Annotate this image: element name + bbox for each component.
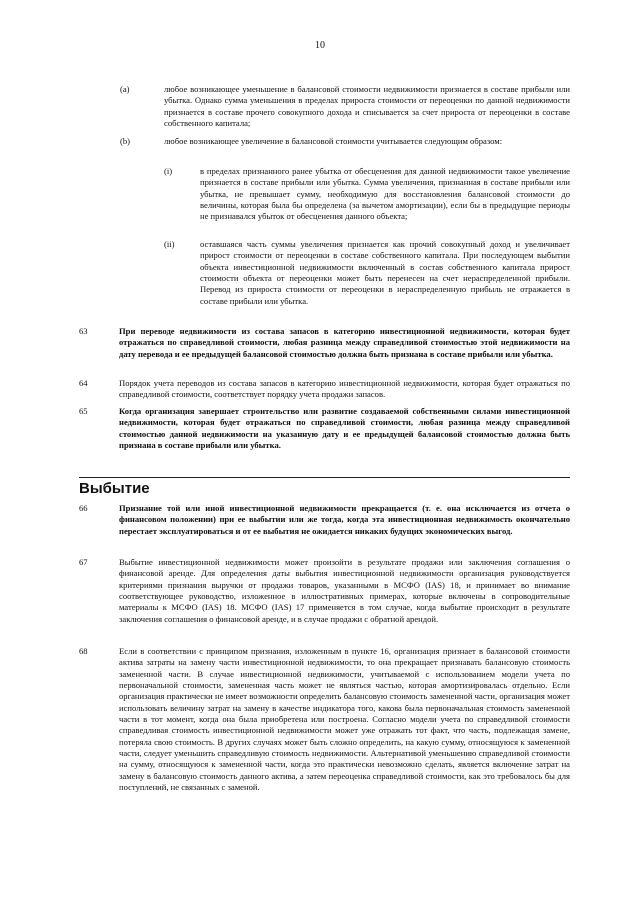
paragraph-number: 65 [79, 406, 88, 416]
paragraph-66 [79, 503, 570, 537]
page-number: 10 [315, 40, 325, 51]
sub-item-text: оставшаяся часть суммы увеличения признается как прочий совокупный доход и увеличивает прирост стоимости от переоценки в составе собственного капитала. При последующем выбытии объекта инвестиционной недвижимости включенный в состав собственного капитала прирост стоимости объекта от переоценки может быть перенесен на счет нераспределенной прибыли. Перевод из прироста стоимости от переоценки в нераспределенную прибыль не отражается в составе прибыли или убытка. [200, 239, 570, 306]
list-item-b [120, 136, 570, 147]
sub-item-label: (ii) [164, 239, 175, 249]
sub-item-ii [164, 239, 570, 307]
paragraph-64 [79, 378, 570, 401]
paragraph-text: Выбытие инвестиционной недвижимости может произойти в результате продажи или заключения соглашения о финансовой аренде. Для определения даты выбытия инвестиционной недвижимости организация руководствуется критериями признания выручки от продажи товаров, указанными в МСФО (IAS) 18, и принимает во внимание соответствующее руководство, изложенное в иллюстративных примерах, которые включены в сопроводительные материалы к МСФО (IAS) 18. МСФО (IAS) 17 применяется в том случае, когда выбытие происходит в результате заключения соглашения о финансовой аренде, и в случае продажи с обратной арендой. [119, 557, 570, 624]
paragraph-text: Если в соответствии с принципом признания, изложенным в пункте 16, организация признает в балансовой стоимости актива затраты на замену части инвестиционной недвижимости, то она прекращает признавать балансовую стоимость замененной части. В случае инвестиционной недвижимости, учитываемой с использованием модели учета по первоначальной стоимости, замененная часть может не являться частью, которая амортизировалась отдельно. Если организация практически не имеет возможности определить балансовую стоимость замененной части, организация может использовать величину затрат на замену в качестве индикатора того, какова была первоначальная стоимость замененной части в тот момент, когда она была приобретена или построена. Согласно модели учета по справедливой стоимости справедливая стоимость инвестиционной недвижимости может уже отражать тот факт, что часть, подлежащая замене, потеряла свою стоимость. В других случаях может быть сложно определить, на какую сумму, относящуюся к замененной части, следует уменьшить справедливую стоимость недвижимости. Альтернативой уменьшению справедливой стоимости на сумму, относящуюся к замененной части, когда это практически невозможно сделать, является включение затрат на замену в балансовую стоимость данного актива, а затем переоценка справедливой стоимости, как это требовалось бы для поступлений, не связанных с заменой. [119, 646, 570, 793]
paragraph-63 [79, 326, 570, 360]
paragraph-number: 63 [79, 326, 88, 336]
list-item-a [120, 84, 570, 129]
sub-item-label: (i) [164, 166, 173, 176]
paragraph-number: 67 [79, 557, 88, 567]
paragraph-text: Порядок учета переводов из состава запасов в категорию инвестиционной недвижимости, которая будет отражаться по справедливой стоимости, соответствует порядку учета продажи запасов. [119, 378, 570, 400]
paragraph-text: Когда организация завершает строительство или развитие создаваемой собственными силами инвестиционной недвижимости, которая будет отражаться по справедливой стоимости, любая разница между справедливой стоимостью данной недвижимости на указанную дату и ее предыдущей балансовой стоимостью должна быть признана в составе прибыли или убытка. [119, 406, 570, 451]
paragraph-65 [79, 406, 570, 451]
section-heading: Выбытие [79, 477, 570, 498]
paragraph-67 [79, 557, 570, 625]
paragraph-number: 68 [79, 646, 88, 656]
paragraph-number: 66 [79, 503, 88, 513]
paragraph-text: При переводе недвижимости из состава запасов в категорию инвестиционной недвижимости, которая будет отражаться по справедливой стоимости, любая разница между справедливой стоимостью этой недвижимости на дату перевода и ее предыдущей балансовой стоимостью должна быть признана в составе прибыли или убытка. [119, 326, 570, 359]
sub-item-text: в пределах признанного ранее убытка от обесценения для данной недвижимости такое увеличение признается в составе прибыли или убытка. Сумма увеличения, признанная в составе прибыли или убытка, не превышает сумму, необходимую для восстановления балансовой стоимости до величины, которая была бы определена (за вычетом амортизации), если бы в предыдущие периоды не признавался убыток от обесценения данного объекта; [200, 166, 570, 222]
paragraph-text: Признание той или иной инвестиционной недвижимости прекращается (т. е. она исключается из отчета о финансовом положении) при ее выбытии или же тогда, когда эта инвестиционная недвижимость окончательно перестает эксплуатироваться и от ее выбытия не ожидается никаких будущих экономических выгод. [119, 503, 570, 536]
paragraph-number: 64 [79, 378, 88, 388]
list-item-label: (b) [120, 136, 131, 146]
list-item-label: (a) [120, 84, 130, 94]
paragraph-68 [79, 646, 570, 793]
sub-item-i [164, 166, 570, 223]
list-item-text: любое возникающее увеличение в балансовой стоимости учитывается следующим образом: [164, 136, 503, 146]
list-item-text: любое возникающее уменьшение в балансовой стоимости недвижимости признается в составе прибыли или убытка. Однако сумма уменьшения в пределах прироста стоимости от переоценки по данной недвижимости признается в составе прочего совокупного дохода и списывается за счет прироста от переоценки в составе собственного капитала; [164, 84, 570, 129]
